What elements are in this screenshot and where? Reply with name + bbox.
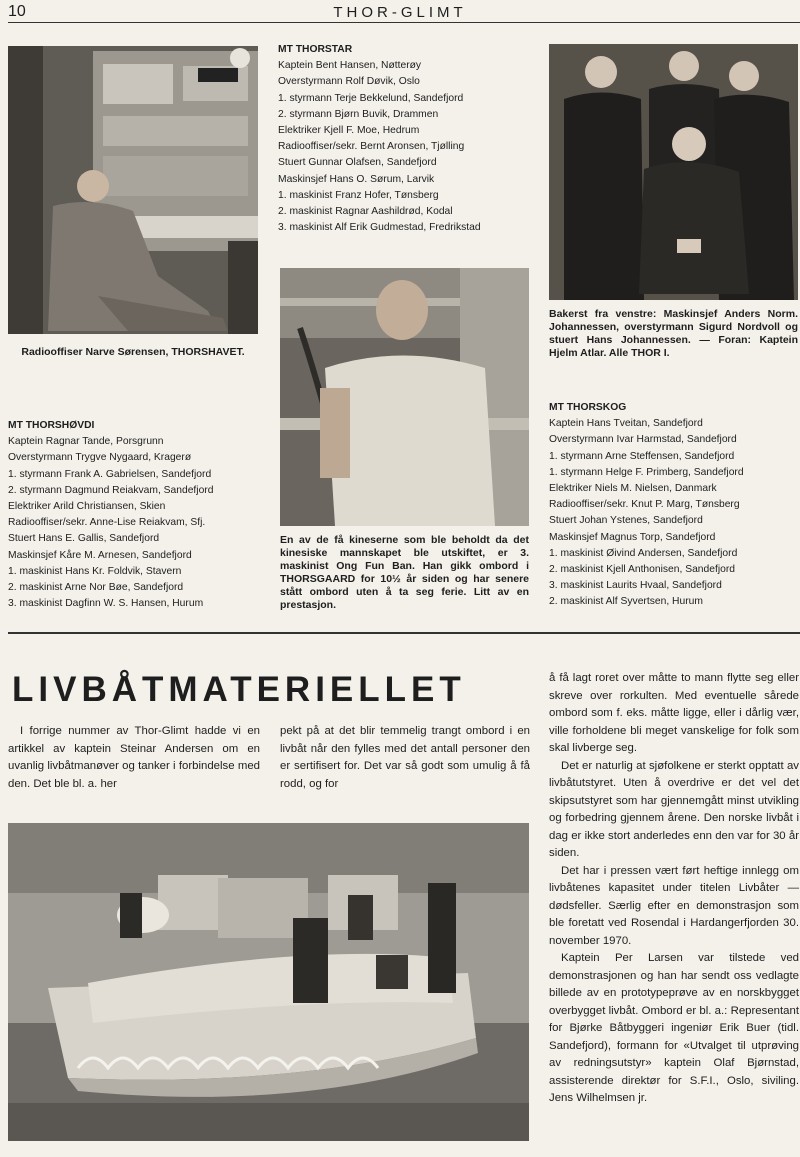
crew-line: 3. maskinist Dagfinn W. S. Hansen, Hurum bbox=[8, 598, 204, 610]
crew-line: Radiooffiser/sekr. Anne-Lise Reiakvam, Sfj. bbox=[8, 517, 206, 529]
article-paragraph: I forrige nummer av Thor-Glimt hadde vi en artikkel av kaptein Steinar Andersen om en uvanlig livbåtmanøver og tanker i forbindelse med den. Det ble bl. a. her bbox=[8, 725, 260, 790]
crew-line: Elektriker Niels M. Nielsen, Danmark bbox=[549, 483, 717, 495]
crew-line: 3. maskinist Laurits Hvaal, Sandefjord bbox=[549, 580, 722, 592]
running-title: THOR-GLIMT bbox=[333, 4, 467, 21]
crew-line: 2. maskinist Kjell Anthonisen, Sandefjord bbox=[549, 564, 736, 576]
article-title: LIVBÅTMATERIELLET bbox=[12, 670, 466, 709]
crew-heading: MT THORSKOG bbox=[549, 402, 627, 413]
crew-line: Kaptein Hans Tveitan, Sandefjord bbox=[549, 418, 703, 430]
header-rule bbox=[8, 22, 800, 23]
photo-machinist bbox=[280, 268, 529, 526]
crew-line: Stuert Johan Ystenes, Sandefjord bbox=[549, 515, 703, 527]
crew-line: Overstyrmann Ivar Harmstad, Sandefjord bbox=[549, 434, 737, 446]
crew-line: 1. maskinist Hans Kr. Foldvik, Stavern bbox=[8, 565, 182, 577]
article-paragraph: Det er naturlig at sjøfolkene er sterkt opptatt av livbåtutstyret. Uten å overdrive er det vel det skipsutstyret som har gjennemgått minst utvikling og forbedring gjennem årene. Den norske livbåt i dag er ikke stort anderledes enn den var for 30 år siden. bbox=[549, 759, 799, 859]
crew-line: Kaptein Bent Hansen, Nøtterøy bbox=[278, 60, 422, 72]
crew-line: 3. maskinist Alf Erik Gudmestad, Fredrikstad bbox=[278, 222, 481, 234]
crew-line: Overstyrmann Trygve Nygaard, Kragerø bbox=[8, 452, 192, 464]
crew-line: Kaptein Ragnar Tande, Porsgrunn bbox=[8, 436, 164, 448]
photo-radio-officer bbox=[8, 46, 258, 334]
photo2-caption: En av de få kineserne som ble beholdt da det kinesiske mannskapet ble utskiftet, er 3. maskinist Ong Fun Ban. Han gikk ombord i THORSGAARD for 10½ år siden og har senere stått ombord uten å ta seg ferie. Litt av en prestasjon. bbox=[280, 534, 529, 611]
photo-lifeboat bbox=[8, 823, 529, 1141]
crew-line: 1. styrmann Helge F. Primberg, Sandefjord bbox=[549, 466, 744, 478]
crew-line: 1. styrmann Arne Steffensen, Sandefjord bbox=[549, 450, 735, 462]
crew-line: 1. maskinist Øivind Andersen, Sandefjord bbox=[549, 547, 738, 559]
crew-line: 2. maskinist Alf Syvertsen, Hurum bbox=[549, 596, 703, 608]
photo-officers bbox=[549, 44, 798, 300]
crew-line: 2. maskinist Ragnar Aashildrød, Kodal bbox=[278, 206, 453, 218]
crew-line: 1. maskinist Franz Hofer, Tønsberg bbox=[278, 189, 439, 201]
crew-line: Stuert Gunnar Olafsen, Sandefjord bbox=[278, 157, 437, 169]
article-paragraph: Kaptein Per Larsen var tilstede ved demonstrasjonen og han har sendt oss vedlagte billede av en prototypeprøve av en norskbygget overbygget livbåt. Ombord er bl. a.: Representant for Bjørke Båtbyggeri ingeniør Erik Buer (tidl. Sandefjord), formann for «Utvalget til utprøving av redningsutstyr» kaptein Olaf Bjørnstad, assisterende direktør for S.F.I., Oslo, siviling. Jens Wilhelmsen jr. bbox=[549, 952, 799, 1104]
crew-line: Maskinsjef Kåre M. Arnesen, Sandefjord bbox=[8, 549, 192, 561]
crew-list-thorskog bbox=[549, 400, 799, 611]
crew-line: Maskinsjef Magnus Torp, Sandefjord bbox=[549, 531, 716, 543]
crew-list-thorstar bbox=[278, 42, 540, 236]
article-paragraph: pekt på at det blir temmelig trangt ombord i en livbåt når den fylles med det antall personer den er sertifisert for. Det var så godt som umulig å få rodd, og for bbox=[280, 725, 530, 790]
page-number: 10 bbox=[8, 3, 26, 20]
article-col2 bbox=[280, 723, 530, 793]
crew-heading: MT THORSTAR bbox=[278, 44, 353, 55]
photo1-caption: Radiooffiser Narve Sørensen, THORSHAVET. bbox=[21, 346, 245, 358]
photo3-caption: Bakerst fra venstre: Maskinsjef Anders Norm. Johannessen, overstyrmann Sigurd Nordvoll og stuert Hans Johannessen. — Foran: Kaptein Hjelm Atlar. Alle THOR I. bbox=[549, 308, 798, 359]
crew-line: 1. styrmann Frank A. Gabrielsen, Sandefjord bbox=[8, 468, 212, 480]
crew-line: Elektriker Kjell F. Moe, Hedrum bbox=[278, 125, 420, 137]
crew-line: 2. styrmann Bjørn Buvik, Drammen bbox=[278, 108, 439, 120]
article-paragraph: Det har i pressen vært ført heftige innlegg om livbåtenes kapasitet under titelen Livbåter — dødsfeller. Særlig efter en demonstrasjon som ble foretatt ved Rosendal i Hardangerfjorden 30. november 1970. bbox=[549, 864, 799, 947]
crew-line: Overstyrmann Rolf Døvik, Oslo bbox=[278, 76, 420, 88]
crew-line: Radiooffiser/sekr. Bernt Aronsen, Tjølling bbox=[278, 141, 465, 153]
crew-line: 1. styrmann Terje Bekkelund, Sandefjord bbox=[278, 92, 464, 104]
crew-list-thorshovdi bbox=[8, 418, 270, 612]
section-rule bbox=[8, 632, 800, 634]
crew-heading: MT THORSHØVDI bbox=[8, 420, 95, 431]
crew-line: 2. styrmann Dagmund Reiakvam, Sandefjord bbox=[8, 484, 214, 496]
article-col3 bbox=[549, 670, 799, 1108]
crew-line: Elektriker Arild Christiansen, Skien bbox=[8, 501, 166, 513]
article-col1 bbox=[8, 723, 260, 793]
article-paragraph: å få lagt roret over måtte to mann flytte seg eller skreve over rorkulten. Med eventuelle sårede ombord som f. eks. måtte ligge, eller i dårlig vær, ville forholdene bli meget vanskelige for folk som skal livberge seg. bbox=[549, 672, 799, 754]
crew-line: Stuert Hans E. Gallis, Sandefjord bbox=[8, 533, 160, 545]
crew-line: 2. maskinist Arne Nor Bøe, Sandefjord bbox=[8, 582, 184, 594]
crew-line: Radiooffiser/sekr. Knut P. Marg, Tønsberg bbox=[549, 499, 740, 511]
crew-line: Maskinsjef Hans O. Sørum, Larvik bbox=[278, 173, 435, 185]
